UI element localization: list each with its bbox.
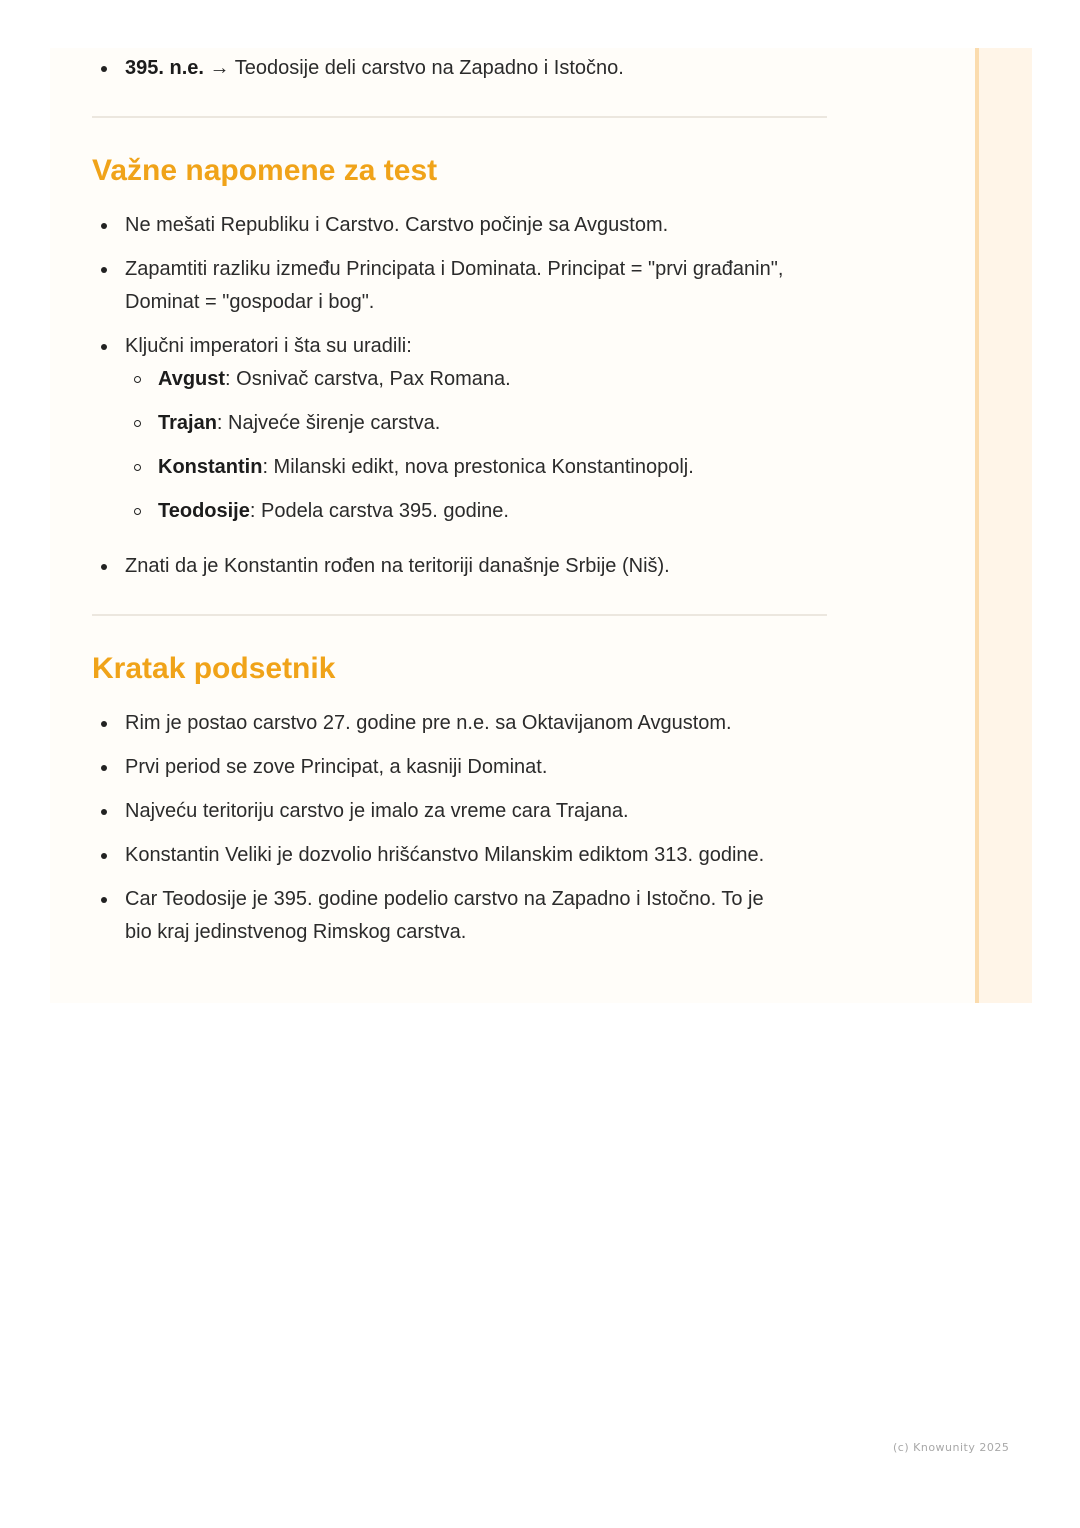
emperor-desc: : Osnivač carstva, Pax Romana. — [225, 368, 511, 390]
timeline-date: 395. n.e. — [125, 57, 204, 79]
emperor-item — [125, 363, 827, 396]
summary-item: Prvi period se zove Principat, a kasniji Dominat. — [92, 751, 827, 784]
timeline-list — [92, 52, 827, 85]
summary-heading: Kratak podsetnik — [92, 652, 336, 685]
copyright-footer: (c) Knowunity 2025 — [893, 1441, 1010, 1454]
summary-item: Rim je postao carstvo 27. godine pre n.e. sa Oktavijanom Avgustom. — [92, 707, 827, 740]
notes-item: Ne mešati Republiku i Carstvo. Carstvo počinje sa Avgustom. — [92, 209, 827, 242]
emperor-desc: : Podela carstva 395. godine. — [249, 500, 509, 522]
timeline-text: Teodosije deli carstvo na Zapadno i Istočno. — [234, 57, 624, 79]
summary-item-line: bio kraj jedinstvenog Rimskog carstva. — [125, 921, 467, 943]
emperor-item — [125, 451, 827, 484]
emperor-desc: : Milanski edikt, nova prestonica Konstantinopolj. — [262, 456, 694, 478]
emperor-name: Konstantin — [158, 456, 263, 478]
summary-item: Konstantin Veliki je dozvolio hrišćanstvo Milanskim ediktom 313. godine. — [92, 839, 827, 872]
summary-item — [92, 883, 827, 949]
section-divider — [92, 614, 827, 616]
emperor-desc: : Najveće širenje carstva. — [216, 412, 441, 434]
notes-item — [92, 253, 827, 319]
timeline-item-395 — [92, 52, 827, 85]
emperor-name: Teodosije — [158, 500, 250, 522]
emperor-sublist — [125, 363, 827, 528]
emperor-item — [125, 495, 827, 528]
notes-item: Znati da je Konstantin rođen na teritoriji današnje Srbije (Niš). — [92, 550, 827, 583]
sidebar-stripe — [975, 48, 1032, 1003]
notes-heading: Važne napomene za test — [92, 154, 438, 187]
summary-item-line: Car Teodosije je 395. godine podelio carstvo na Zapadno i Istočno. To je — [125, 888, 764, 910]
notes-item-line: Dominat = "gospodar i bog". — [125, 291, 375, 313]
summary-item: Najveću teritoriju carstvo je imalo za vreme cara Trajana. — [92, 795, 827, 828]
notes-item-emperors — [92, 330, 827, 528]
notes-list — [92, 209, 827, 583]
emperor-name: Avgust — [158, 368, 226, 390]
emperor-item — [125, 407, 827, 440]
notes-item-line: Zapamtiti razliku između Principata i Dominata. Principat = "prvi građanin", — [125, 258, 784, 280]
emperor-name: Trajan — [158, 412, 217, 434]
notes-item-label: Ključni imperatori i šta su uradili: — [125, 335, 412, 357]
section-divider — [92, 116, 827, 118]
document-content — [92, 48, 827, 949]
arrow-icon: → — [209, 57, 230, 79]
summary-list — [92, 707, 827, 949]
